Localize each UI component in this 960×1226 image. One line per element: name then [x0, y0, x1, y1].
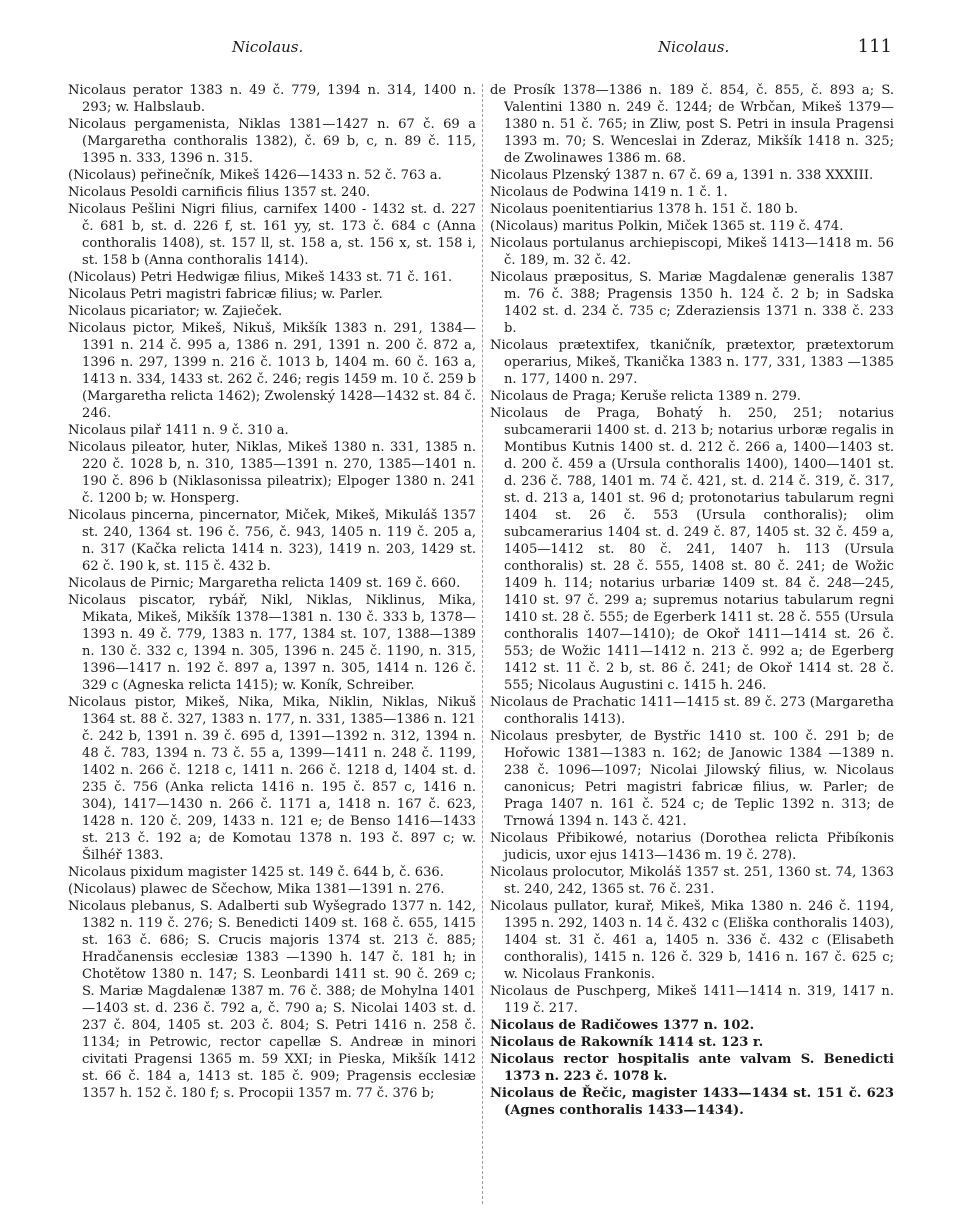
index-entry: Nicolaus præpositus, S. Mariæ Magdalenæ generalis 1387 m. 76 č. 388; Pragensis 1350 h. 124 č. 2 b; in Sadska 1402 st. d. 234 č. 735 c; Zderaziensis 1371 n. 338 č. 233 b. [490, 270, 894, 336]
index-entry: Nicolaus picariator; w. Zajieček. [68, 304, 283, 319]
index-entry: Nicolaus portulanus archiepiscopi, Mikeš 1413—1418 m. 56 č. 189, m. 32 č. 42. [490, 236, 894, 268]
index-entry: Nicolaus pincerna, pincernator, Miček, Mikeš, Mikuláš 1357 st. 240, 1364 st. 196 č. 756, č. 943, 1405 n. 119 č. 205 a, n. 317 (Kačka relicta 1414 n. 323), 1419 n. 203, 1429 st. 62 č. 190 k, st. 115 č. 432 b. [68, 508, 476, 574]
index-entry: Nicolaus plebanus, S. Adalberti sub Wyšegrado 1377 n. 142, 1382 n. 119 č. 276; S. Benedicti 1409 st. 168 č. 655, 1415 st. 163 č. 686; S. Crucis majoris 1374 st. 213 č. 885; Hradčanensis ecclesiæ 1383 —1390 h. 147 č. 181 h; in Chotětow 1380 n. 147; S. Leonbardi 1411 st. 90 č. 269 c; S. Mariæ Magdalenæ 1387 m. 76 č. 388; de Mohylna 1401—1403 st. d. 236 č. 792 a, č. 790 a; S. Nicolai 1403 st. d. 237 č. 804, 1405 st. 203 č. 804; S. Petri 1416 n. 258 č. 1134; in Petrowic, rector capellæ S. Andreæ in minori civitati Pragensi 1365 m. 59 XXI; in Pieska, Mikšík 1412 st. 66 č. 184 a, 1413 st. 185 č. 909; Pragensis ecclesiæ 1357 h. 152 č. 180 f; s. Procopii 1357 m. 77 č. 376 b; [68, 899, 476, 1101]
index-entry: Nicolaus Petri magistri fabricæ filius; w. Parler. [68, 287, 383, 302]
running-title-right: Nicolaus. [658, 38, 730, 56]
index-entry: Nicolaus de Radičowes 1377 n. 102. [490, 1018, 755, 1033]
index-entry: Nicolaus Pešlini Nigri filius, carnifex 1400 - 1432 st. d. 227 č. 681 b, st. d. 226 f, st. 161 yy, st. 173 č. 684 c (Anna conthoralis 1408), st. 157 ll, st. 158 a, st. 156 x, st. 158 i, st. 158 b (Anna conthoralis 1414). [68, 202, 476, 268]
index-entry: Nicolaus pergamenista, Niklas 1381—1427 n. 67 č. 69 a (Margaretha conthoralis 1382), č. 69 b, c, n. 89 č. 115, 1395 n. 333, 1396 n. 315. [68, 117, 476, 166]
page-number: 111 [857, 36, 892, 57]
page-header [0, 38, 960, 62]
index-entry: Nicolaus de Puschperg, Mikeš 1411—1414 n. 319, 1417 n. 119 č. 217. [490, 984, 894, 1016]
index-entry: Nicolaus de Pirnic; Margaretha relicta 1409 st. 169 č. 660. [68, 576, 461, 591]
index-entry: Nicolaus prætextifex, tkaničník, prætextor, prætextorum operarius, Mikeš, Tkanička 1383 n. 177, 331, 1383 —1385 n. 177, 1400 n. 297. [490, 338, 894, 387]
index-entry: de Prosík 1378—1386 n. 189 č. 854, č. 855, č. 893 a; S. Valentini 1380 n. 249 č. 1244; de Wrbčan, Mikeš 1379—1380 n. 51 č. 765; in Zliw, post S. Petri in insula Pragensi 1393 m. 70; S. Wenceslai in Zderaz, Mikšík 1418 n. 325; de Zwolinawes 1386 m. 68. [490, 83, 894, 166]
index-entry: Nicolaus prolocutor, Mikoláš 1357 st. 251, 1360 st. 74, 1363 st. 240, 242, 1365 st. 76 č. 231. [490, 865, 894, 897]
index-entry: Nicolaus Plzenský 1387 n. 67 č. 69 a, 1391 n. 338 XXXIII. [490, 168, 874, 183]
index-entry: Nicolaus piscator, rybář, Nikl, Niklas, Niklinus, Mika, Mikata, Mikeš, Mikšík 1378—1381 n. 130 č. 333 b, 1378—1393 n. 49 č. 779, 1383 n. 177, 1384 st. 107, 1388—1389 n. 130 č. 332 c, 1394 n. 305, 1396 n. 245 č. 1190, n. 315, 1396—1417 n. 192 č. 897 a, 1397 n. 305, 1414 n. 126 č. 329 c (Agneska relicta 1415); w. Koník, Schreiber. [68, 593, 476, 693]
left-column [68, 82, 476, 1102]
index-entry: Nicolaus de Praga, Bohatý h. 250, 251; notarius subcamerarii 1400 st. d. 213 b; notarius urboræ regalis in Montibus Kutnis 1400 st. d. 212 č. 266 a, 1400—1403 st. d. 200 č. 459 a (Ursula conthoralis 1400), 1400—1401 st. d. 236 č. 788, 1401 m. 74 č. 421, st. d. 214 č. 319, č. 317, st. d. 213 a, 1401 st. 96 d; protonotarius tabularum regni 1404 st. 26 č. 553 (Ursula conthoralis); olim subcamerarius 1404 st. d. 249 č. 87, 1405 st. 32 č. 459 a, 1405—1412 st. 80 č. 241, 1407 h. 113 (Ursula conthoralis) st. 28 č. 555, 1408 st. 80 č. 241; de Wožic 1409 h. 114; notarius urbariæ 1409 st. 84 č. 248—245, 1410 st. 97 č. 299 a; supremus notarius tabularum regni 1410 st. 28 č. 555; de Egerberk 1411 st. 28 č. 555 (Ursula conthoralis 1407—1410); de Okoř 1411—1414 st. 26 č. 553; de Wožic 1411—1412 n. 213 č. 992 a; de Egerberg 1412 st. 11 č. 2 b, st. 86 č. 241; de Okoř 1414 st. 28 č. 555; Nicolaus Augustini c. 1415 h. 246. [490, 406, 894, 693]
index-entry: (Nicolaus) maritus Polkin, Miček 1365 st. 119 č. 474. [490, 219, 844, 234]
index-entry: Nicolaus de Prachatic 1411—1415 st. 89 č. 273 (Margaretha conthoralis 1413). [490, 695, 894, 727]
index-entry: Nicolaus Přibikowé, notarius (Dorothea relicta Přibíkonis judicis, uxor ejus 1413—1436 m. 19 č. 278). [490, 831, 894, 863]
index-entry: Nicolaus perator 1383 n. 49 č. 779, 1394 n. 314, 1400 n. 293; w. Halbslaub. [68, 83, 476, 115]
index-entry: (Nicolaus) peřinečník, Mikeš 1426—1433 n. 52 č. 763 a. [68, 168, 442, 183]
index-entry: Nicolaus pistor, Mikeš, Nika, Mika, Niklin, Niklas, Nikuš 1364 st. 88 č. 327, 1383 n. 177, n. 331, 1385—1386 n. 121 č. 242 b, 1391 n. 39 č. 695 d, 1391—1392 n. 312, 1394 n. 48 č. 783, 1394 n. 73 č. 55 a, 1399—1411 n. 248 č. 1199, 1402 n. 266 č. 1218 c, 1411 n. 266 č. 1218 d, 1404 st. d. 235 č. 756 (Anka relicta 1416 n. 195 č. 857 c, 1416 n. 304), 1417—1430 n. 266 č. 1171 a, 1418 n. 167 č. 623, 1428 n. 120 č. 209, 1433 n. 121 e; de Benso 1416—1433 st. 213 č. 192 a; de Komotau 1378 n. 193 č. 897 c; w. Šilhéř 1383. [68, 695, 476, 863]
column-divider [482, 84, 483, 1204]
index-entry: Nicolaus rector hospitalis ante valvam S. Benedicti 1373 n. 223 č. 1078 k. [490, 1052, 894, 1084]
running-title-left: Nicolaus. [232, 38, 304, 56]
index-entry: Nicolaus pictor, Mikeš, Nikuš, Mikšík 1383 n. 291, 1384—1391 n. 214 č. 995 a, 1386 n. 291, 1391 n. 200 č. 872 a, 1396 n. 297, 1399 n. 216 č. 1013 b, 1404 m. 60 č. 163 a, 1413 n. 334, 1433 st. 262 č. 246; regis 1459 m. 10 č. 259 b (Margaretha relicta 1462); Zwolenský 1428—1432 st. 84 č. 246. [68, 321, 476, 421]
index-entry: Nicolaus Pesoldi carnificis filius 1357 st. 240. [68, 185, 371, 200]
index-entry: Nicolaus poenitentiarius 1378 h. 151 č. 180 b. [490, 202, 799, 217]
right-column [490, 82, 894, 1119]
index-entry: Nicolaus pilař 1411 n. 9 č. 310 a. [68, 423, 289, 438]
index-entry: Nicolaus de Řečic, magister 1433—1434 st. 151 č. 623 (Agnes conthoralis 1433—1434). [490, 1086, 894, 1118]
index-entry: Nicolaus de Podwina 1419 n. 1 č. 1. [490, 185, 728, 200]
index-entry: Nicolaus pileator, huter, Niklas, Mikeš 1380 n. 331, 1385 n. 220 č. 1028 b, n. 310, 1385—1391 n. 270, 1385—1401 n. 190 č. 896 b (Niklasonissa pileatrix); Elpoger 1380 n. 241 č. 1200 b; w. Honsperg. [68, 440, 476, 506]
index-entry: (Nicolaus) Petri Hedwigæ filius, Mikeš 1433 st. 71 č. 161. [68, 270, 453, 285]
index-entry: Nicolaus de Praga; Keruše relicta 1389 n. 279. [490, 389, 801, 404]
index-entry: Nicolaus presbyter, de Bystřic 1410 st. 100 č. 291 b; de Hořowic 1381—1383 n. 162; de Janowic 1384 —1389 n. 238 č. 1096—1097; Nicolai Jilowský filius, w. Nicolaus canonicus; Petri magistri fabricæ filius, w. Parler; de Praga 1407 n. 161 č. 524 c; de Teplic 1392 n. 313; de Trnowá 1394 n. 143 č. 421. [490, 729, 894, 829]
index-entry: Nicolaus de Rakowník 1414 st. 123 r. [490, 1035, 764, 1050]
index-entry: Nicolaus pullator, kurař, Mikeš, Mika 1380 n. 246 č. 1194, 1395 n. 292, 1403 n. 14 č. 432 c (Eliška conthoralis 1403), 1404 st. 31 č. 461 a, 1405 n. 336 č. 432 c (Elisabeth conthoralis), 1415 n. 126 č. 329 b, 1416 n. 167 č. 625 c; w. Nicolaus Frankonis. [490, 899, 894, 982]
index-entry: (Nicolaus) plawec de Sčechow, Mika 1381—1391 n. 276. [68, 882, 445, 897]
index-entry: Nicolaus pixidum magister 1425 st. 149 č. 644 b, č. 636. [68, 865, 444, 880]
